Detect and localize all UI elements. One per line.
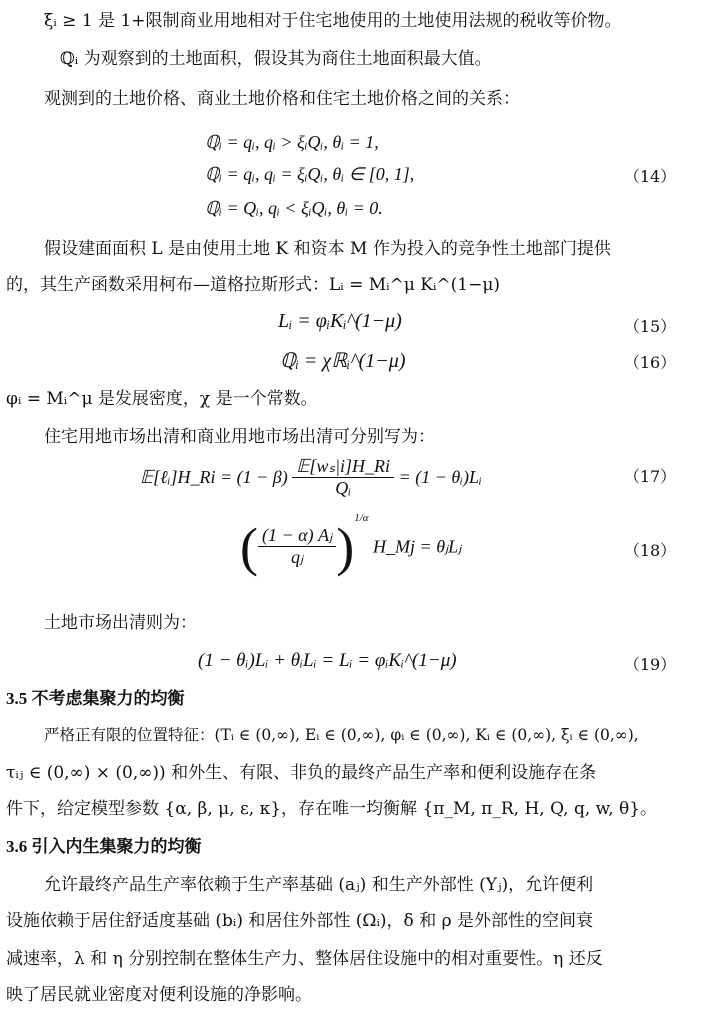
text-line-Q: ℚᵢ 为观察到的土地面积，假设其为商住土地面积最大值。 [60, 49, 492, 69]
equation-17 [140, 456, 482, 499]
equation-number-16: （16） [623, 353, 677, 372]
equation-number-14: （14） [623, 167, 677, 186]
equation-18-numerator: (1 − α) Aⱼ [258, 525, 336, 547]
text-line-land-clearing: 土地市场出清则为： [44, 613, 197, 633]
equation-17-numerator: 𝔼[wₛ|i]H_Ri [292, 456, 394, 478]
equation-14-row-3: ℚᵢ = Qᵢ, qᵢ < ξᵢQᵢ, θᵢ = 0. [205, 198, 383, 218]
equation-number-15: （15） [623, 317, 677, 336]
equation-17-right: = (1 − θᵢ)Lᵢ [398, 467, 482, 487]
text-line-amenity: 设施依赖于居住舒适度基础 (bᵢ) 和居住外部性 (Ωᵢ)，δ 和 ρ 是外部性的空间衰 [6, 911, 593, 931]
equation-18-denominator: qⱼ [291, 547, 304, 568]
text-line-market-clearing: 住宅用地市场出清和商业用地市场出清可分别写为： [44, 427, 435, 447]
text-line-productivity: 允许最终产品生产率依赖于生产率基础 (aⱼ) 和生产外部性 (Yⱼ)，允许便利 [44, 875, 594, 895]
equation-17-left: 𝔼[ℓᵢ]H_Ri = (1 − β) [140, 467, 288, 487]
text-line-xi: ξᵢ ≥ 1 是 1+限制商业用地相对于住宅地使用的土地使用法规的税收等价物。 [44, 11, 622, 31]
text-line-decay: 减速率，λ 和 η 分别控制在整体生产力、整体居住设施中的相对重要性。η 还反 [6, 949, 603, 969]
text-line-relation: 观测到的土地价格、商业土地价格和住宅土地价格之间的关系： [44, 89, 520, 109]
equation-19: (1 − θᵢ)Lᵢ + θᵢLᵢ = Lᵢ = φᵢKᵢ^(1−μ) [198, 650, 457, 671]
equation-number-17: （17） [623, 467, 677, 486]
text-line-net-effect: 映了居民就业密度对便利设施的净影响。 [6, 985, 312, 1005]
text-line-location-features: 严格正有限的位置特征：(Tᵢ ∈ (0,∞), Eᵢ ∈ (0,∞), φᵢ ∈ (0,∞), Kᵢ ∈ (0,∞), ξᵢ ∈ (0,∞), [44, 726, 639, 744]
equation-18-right: H_Mj = θⱼLⱼ [373, 536, 462, 557]
equation-18: ( $\frac{\text{(1 − α) Aⱼ}}{\text{qⱼ}}$ )$^{1/\alpha}$ H_Mj = θⱼLⱼ [240, 512, 462, 577]
section-heading-3-6: 3.6 引入内生集聚力的均衡 [6, 837, 202, 856]
equation-18-exponent: 1/α [354, 512, 369, 524]
equation-number-19: （19） [623, 655, 677, 674]
text-line-unique-equilibrium: 件下，给定模型参数 {α, β, μ, ε, κ}，存在唯一均衡解 {π_M, π_R, H, Q, q, w, θ}。 [6, 799, 658, 819]
equation-number-18: （18） [623, 541, 677, 560]
equation-18-fraction [258, 525, 336, 568]
equation-17-denominator: Qᵢ [335, 478, 352, 498]
equation-16: ℚᵢ = χℝᵢ^(1−μ) [280, 350, 406, 372]
text-line-exogenous: τᵢⱼ ∈ (0,∞) × (0,∞)) 和外生、有限、非负的最终产品生产率和便利设施存在条 [6, 763, 597, 783]
equation-14-row-2: ℚᵢ = qᵢ, qᵢ = ξᵢQᵢ, θᵢ ∈ [0, 1], [205, 164, 415, 184]
text-line-cobb-douglas: 的，其生产函数采用柯布—道格拉斯形式：Lᵢ = Mᵢ^μ Kᵢ^(1−μ) [6, 275, 501, 295]
text-line-assumption: 假设建面面积 L 是由使用土地 K 和资本 M 作为投入的竞争性土地部门提供 [44, 239, 611, 259]
equation-15: Lᵢ = φᵢKᵢ^(1−μ) [278, 310, 402, 332]
section-heading-3-5: 3.5 不考虑集聚力的均衡 [6, 689, 185, 708]
equation-14-row-1: ℚᵢ = qᵢ, qᵢ > ξᵢQᵢ, θᵢ = 1, [205, 132, 379, 152]
text-line-phi: φᵢ = Mᵢ^μ 是发展密度，χ 是一个常数。 [6, 389, 318, 409]
equation-17-fraction [292, 456, 394, 499]
